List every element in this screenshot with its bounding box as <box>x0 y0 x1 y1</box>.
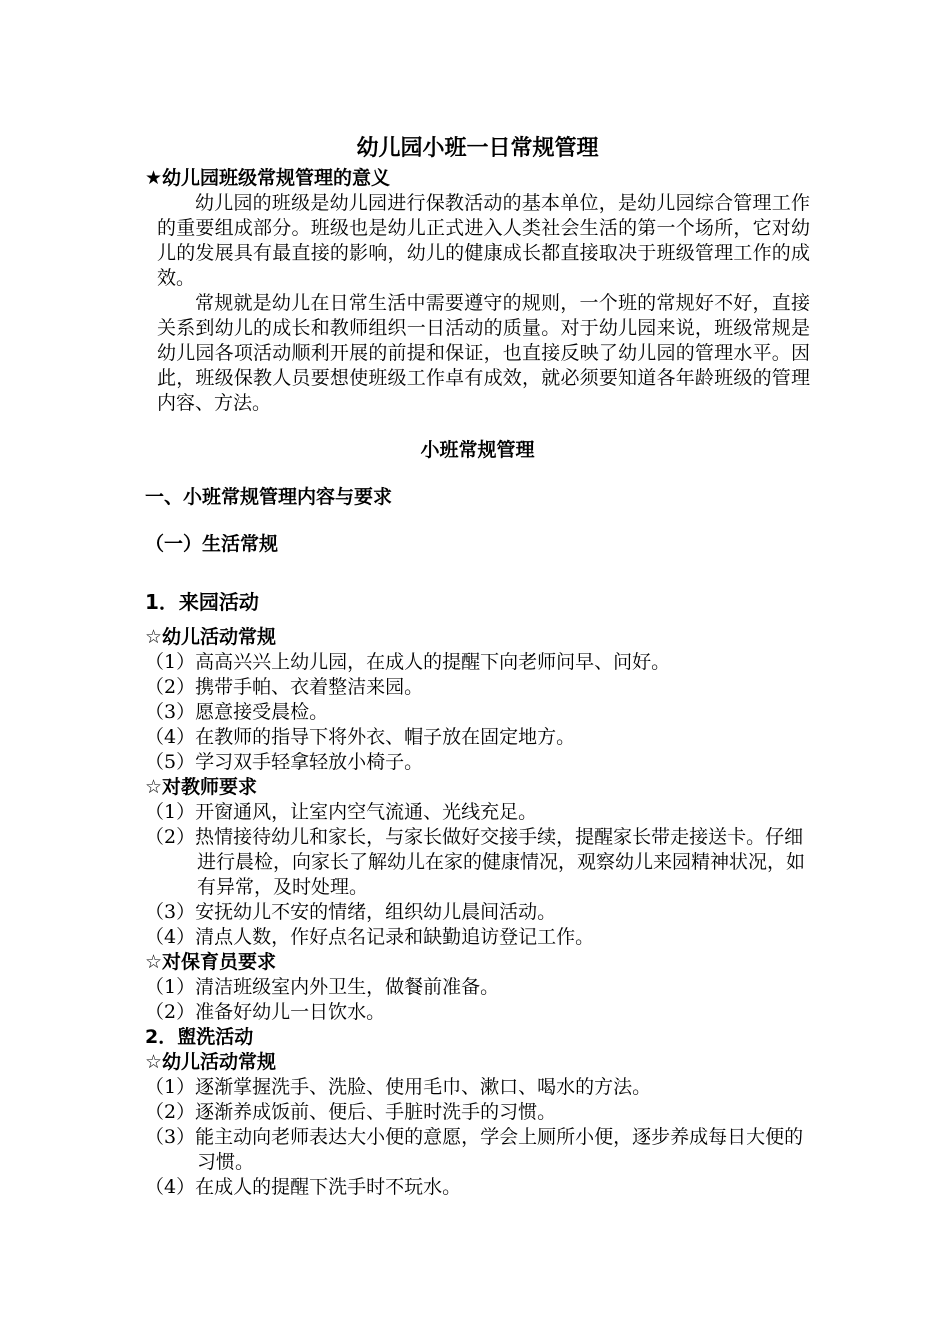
children-routine-heading-2: ☆幼儿活动常规 <box>145 1051 277 1073</box>
list-item: （1）开窗通风，让室内空气流通、光线充足。 <box>145 801 538 823</box>
sub-heading-life-routine: （一）生活常规 <box>145 533 279 555</box>
list-item: （2）逐渐养成饭前、便后、手脏时洗手的习惯。 <box>145 1101 557 1123</box>
paragraph-meaning-1: 幼儿园的班级是幼儿园进行保教活动的基本单位，是幼儿园综合管理工作的重要组成部分。班级也是幼儿正式进入人类社会生活的第一个场所，它对幼儿的发展具有最直接的影响，幼儿的健康成长都直接取决于班级管理工作的成效。 <box>157 192 810 289</box>
children-routine-heading-1: ☆幼儿活动常规 <box>145 626 277 648</box>
list-item: （3）能主动向老师表达大小便的意愿，学会上厕所小便，逐步养成每日大便的习惯。 <box>145 1126 804 1173</box>
list-item: （1）高高兴兴上幼儿园，在成人的提醒下向老师问早、问好。 <box>145 651 671 673</box>
teacher-requirement-heading: ☆对教师要求 <box>145 776 258 798</box>
section-heading-meaning: ★幼儿园班级常规管理的意义 <box>145 167 391 189</box>
list-item: （4）清点人数，作好点名记录和缺勤追访登记工作。 <box>145 926 595 948</box>
section-heading-arrival: 1．来园活动 <box>145 590 259 614</box>
list-item: （2）准备好幼儿一日饮水。 <box>145 1001 386 1023</box>
part-heading-1: 一、小班常规管理内容与要求 <box>145 486 393 508</box>
list-item: （1）逐渐掌握洗手、洗脸、使用毛巾、漱口、喝水的方法。 <box>145 1076 652 1098</box>
list-item: （4）在成人的提醒下洗手时不玩水。 <box>145 1176 462 1198</box>
list-item: （5）学习双手轻拿轻放小椅子。 <box>145 751 424 773</box>
section-heading-washing: 2．盥洗活动 <box>145 1026 254 1048</box>
document-title: 幼儿园小班一日常规管理 <box>356 136 599 161</box>
subtitle-small-class: 小班常规管理 <box>420 439 535 461</box>
list-item: （3）愿意接受晨检。 <box>145 701 329 723</box>
list-item: （4）在教师的指导下将外衣、帽子放在固定地方。 <box>145 726 576 748</box>
list-item: （1）清洁班级室内外卫生，做餐前准备。 <box>145 976 500 998</box>
list-item: （3）安抚幼儿不安的情绪，组织幼儿晨间活动。 <box>145 901 557 923</box>
paragraph-meaning-2: 常规就是幼儿在日常生活中需要遵守的规则，一个班的常规好不好，直接关系到幼儿的成长和教师组织一日活动的质量。对于幼儿园来说，班级常规是幼儿园各项活动顺利开展的前提和保证，也直接反映了幼儿园的管理水平。因此，班级保教人员要想使班级工作卓有成效，就必须要知道各年龄班级的管理内容、方法。 <box>157 292 810 414</box>
document-body <box>145 132 810 1200</box>
list-item: （2）携带手帕、衣着整洁来园。 <box>145 676 424 698</box>
nurse-requirement-heading: ☆对保育员要求 <box>145 951 277 973</box>
list-item: （2）热情接待幼儿和家长，与家长做好交接手续，提醒家长带走接送卡。仔细进行晨检，向家长了解幼儿在家的健康情况，观察幼儿来园精神状况，如有异常，及时处理。 <box>145 826 806 898</box>
